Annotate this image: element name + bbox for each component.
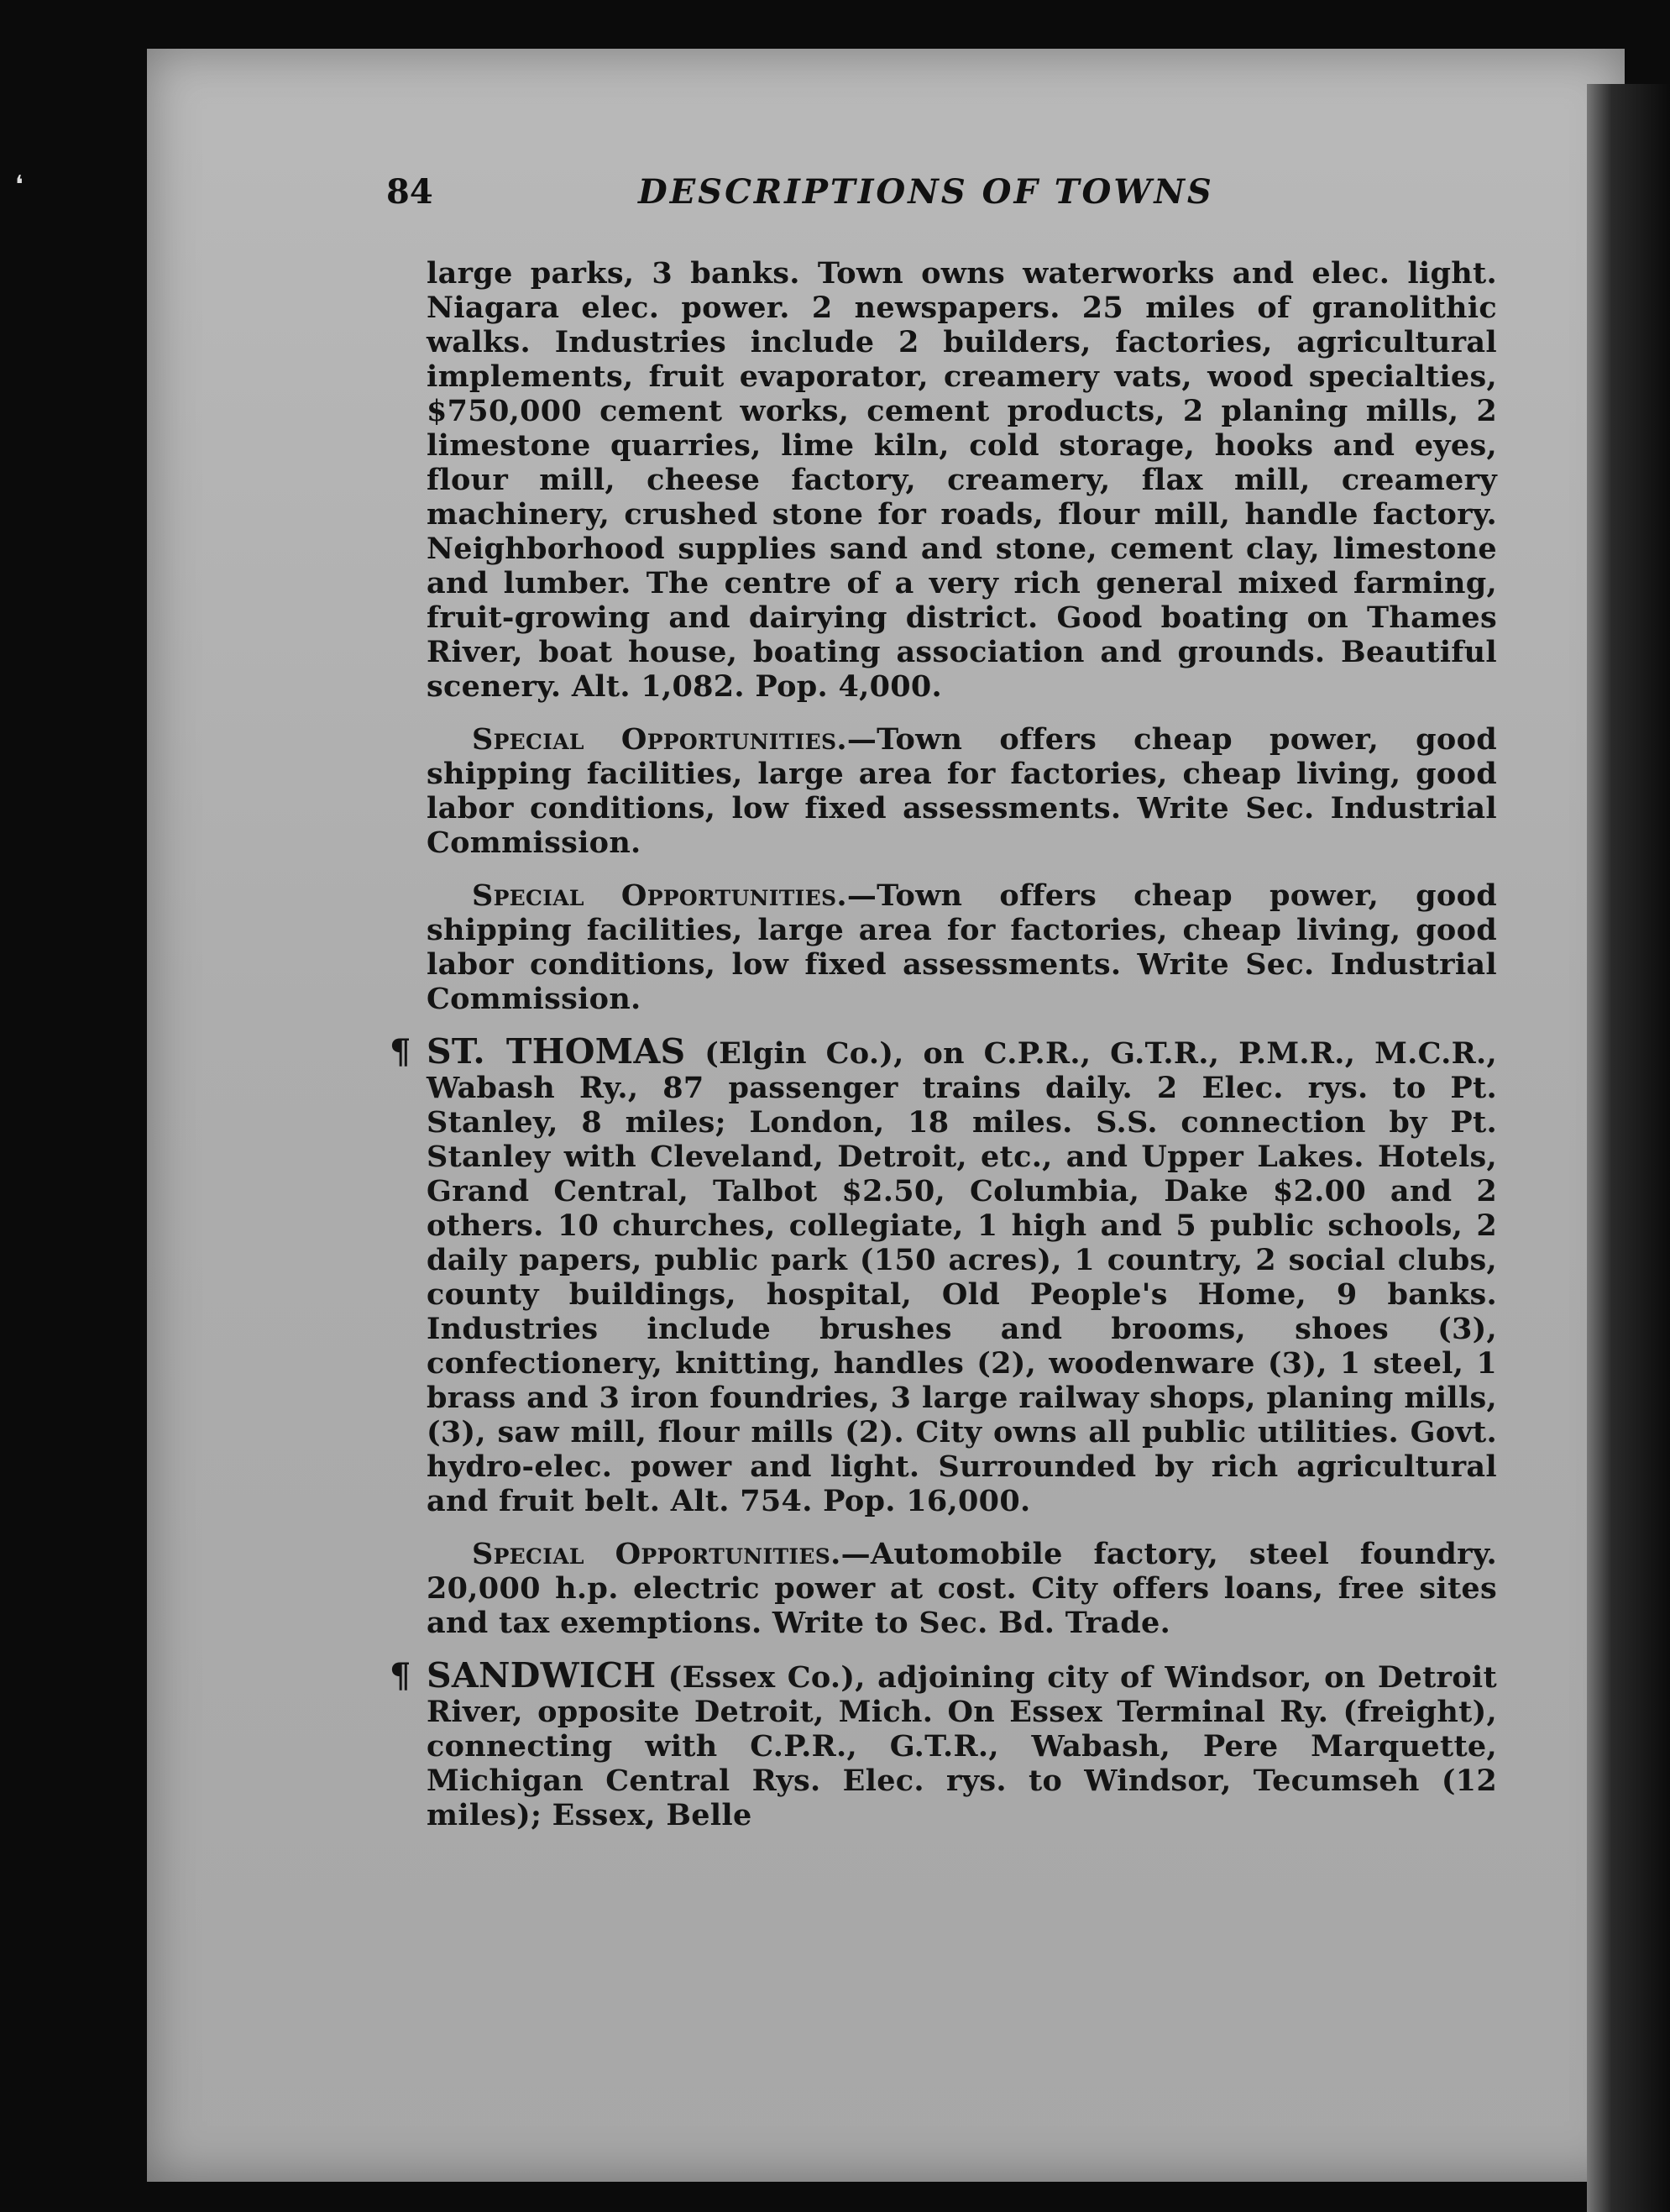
st-thomas-entry <box>390 1031 1497 1518</box>
special-opportunities-paragraph-3 <box>427 1537 1497 1640</box>
running-header <box>386 172 1352 223</box>
pilcrow-mark: ¶ <box>390 1032 411 1072</box>
town-name-sandwich: SANDWICH <box>427 1655 657 1696</box>
running-title: DESCRIPTIONS OF TOWNS <box>638 172 1214 212</box>
intro-paragraph: large parks, 3 banks. Town owns waterworks and elec. light. Niagara elec. power. 2 newspapers. 25 miles of granolithic walks. Industries include 2 builders, factories, agricultural implements, fruit evaporator, creamery vats, wood specialties, $750,000 cement works, cement products, 2 planing mills, 2 limestone quarries, lime kiln, cold storage, hooks and eyes, flour mill, cheese factory, creamery, flax mill, creamery machinery, crushed stone for roads, flour mill, handle factory. Neighborhood supplies sand and stone, cement clay, limestone and lumber. The centre of a very rich general mixed farming, fruit-growing and dairying district. Good boating on Thames River, boat house, boating association and grounds. Beautiful scenery. Alt. 1,082. Pop. 4,000. <box>427 256 1497 704</box>
opportunities-lead: Special Opportunities. <box>472 1537 841 1571</box>
opportunities-text: —Automobile factory, steel foundry. 20,000 h.p. electric power at cost. City offers loans, free sites and tax exemptions. Write to Sec. Bd. Trade. <box>427 1537 1498 1640</box>
body-text <box>390 256 1498 1832</box>
opportunities-text: —Town offers cheap power, good shipping facilities, large area for factories, cheap living, good labor conditions, low fixed assessments. Write Sec. Industrial Commission. <box>427 878 1497 1016</box>
opportunities-text: —Town offers cheap power, good shipping facilities, large area for factories, cheap living, good labor conditions, low fixed assessments. Write Sec. Industrial Commission. <box>427 722 1497 860</box>
special-opportunities-paragraph-2 <box>427 878 1497 1016</box>
special-opportunities-paragraph-1 <box>427 722 1497 860</box>
pilcrow-mark: ¶ <box>390 1656 411 1696</box>
st-thomas-description: (Elgin Co.), on C.P.R., G.T.R., P.M.R., M.C.R., Wabash Ry., 87 passenger trains daily. 2 Elec. rys. to Pt. Stanley, 8 miles; London, 18 miles. S.S. connection by Pt. Stanley with Cleveland, Detroit, etc., and Upper Lakes. Hotels, Grand Central, Talbot $2.50, Columbia, Dake $2.00 and 2 others. 10 churches, collegiate, 1 high and 5 public schools, 2 daily papers, public park (150 acres), 1 country, 2 social clubs, county buildings, hospital, Old People's Home, 9 banks. Industries include brushes and brooms, shoes (3), confectionery, knitting, handles (2), woodenware (3), 1 steel, 1 brass and 3 iron foundries, 3 large railway shops, planing mills, (3), saw mill, flour mills (2). City owns all public utilities. Govt. hydro-elec. power and light. Surrounded by rich agricultural and fruit belt. Alt. 754. Pop. 16,000. <box>427 1036 1497 1518</box>
sandwich-entry <box>390 1655 1497 1832</box>
page-number: 84 <box>386 172 433 212</box>
sandwich-description: (Essex Co.), adjoining city of Windsor, on Detroit River, opposite Detroit, Mich. On Essex Terminal Ry. (freight), connecting with C.P.R., G.T.R., Wabash, Pere Marquette, Michigan Central Rys. Elec. rys. to Windsor, Tecumseh (12 miles); Essex, Belle <box>427 1660 1497 1832</box>
town-name-st-thomas: ST. THOMAS <box>427 1031 686 1072</box>
scan-mark-icon: ❛ <box>15 170 24 200</box>
opportunities-lead: Special Opportunities. <box>472 878 847 913</box>
page-edge-shadow <box>1587 84 1670 2212</box>
opportunities-lead: Special Opportunities. <box>472 722 847 757</box>
